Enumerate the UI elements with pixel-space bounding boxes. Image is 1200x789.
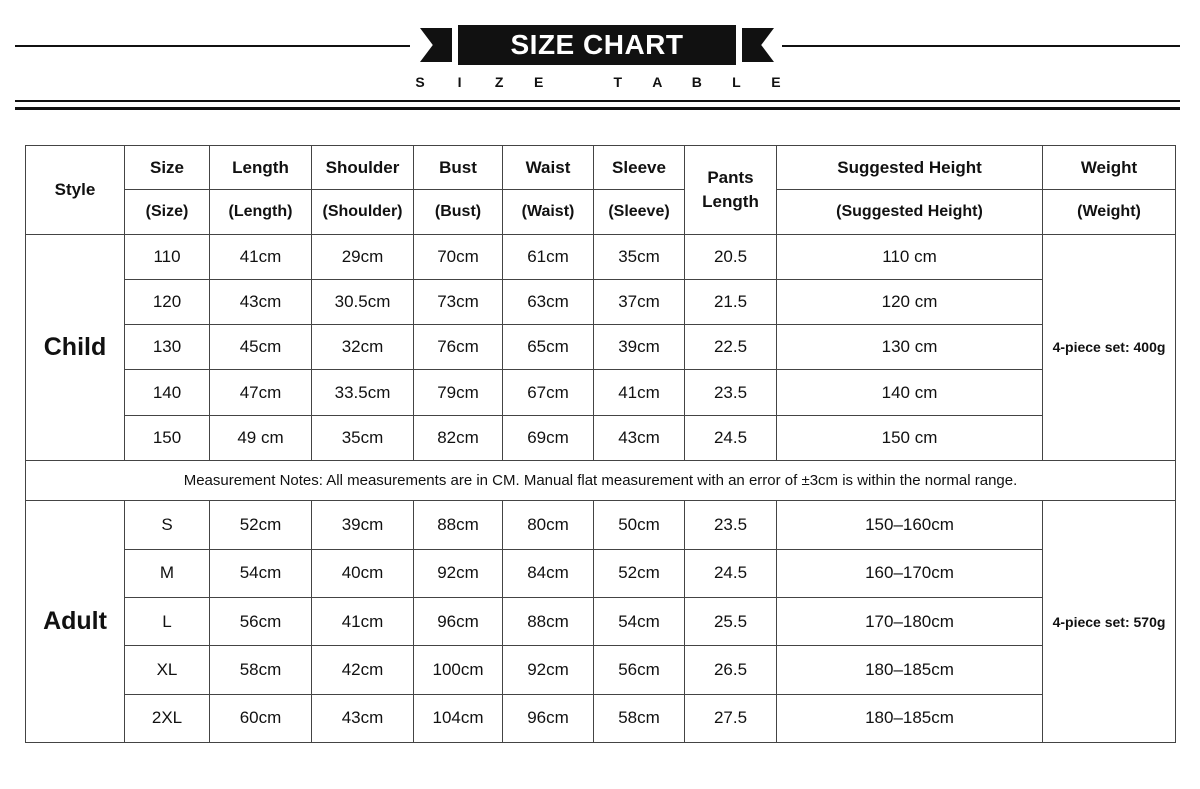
cell-size: 110 xyxy=(125,234,210,279)
cell-shoulder: 43cm xyxy=(312,694,414,742)
cell-suggested-height: 180–185cm xyxy=(777,646,1043,694)
header-divider-bottom xyxy=(15,107,1180,110)
subheader-row xyxy=(26,190,1176,234)
cell-bust: 73cm xyxy=(414,279,503,324)
subtitle-letter: A xyxy=(652,74,663,90)
child-section xyxy=(26,234,1176,461)
cell-pants-length: 20.5 xyxy=(685,234,777,279)
cell-waist: 63cm xyxy=(503,279,594,324)
ribbon-left-tail xyxy=(420,28,452,62)
cell-bust: 76cm xyxy=(414,325,503,370)
cell-size: M xyxy=(125,549,210,597)
cell-sleeve: 56cm xyxy=(594,646,685,694)
col-pants-length xyxy=(685,146,777,235)
cell-suggested-height: 140 cm xyxy=(777,370,1043,415)
cell-size: 2XL xyxy=(125,694,210,742)
cell-bust: 88cm xyxy=(414,501,503,549)
cell-bust: 79cm xyxy=(414,370,503,415)
header-row xyxy=(26,146,1176,190)
col-sleeve: Sleeve xyxy=(594,146,685,190)
cell-pants-length: 24.5 xyxy=(685,415,777,460)
cell-bust: 92cm xyxy=(414,549,503,597)
subtitle-letter: Z xyxy=(494,74,504,90)
cell-length: 49 cm xyxy=(210,415,312,460)
cell-bust: 96cm xyxy=(414,598,503,646)
subtitle-letter: T xyxy=(613,74,623,90)
child-style-label: Child xyxy=(26,234,125,461)
subtitle-letter: E xyxy=(771,74,781,90)
subtitle-letter: E xyxy=(533,74,544,90)
sub-shoulder: (Shoulder) xyxy=(312,190,414,234)
cell-length: 60cm xyxy=(210,694,312,742)
cell-pants-length: 27.5 xyxy=(685,694,777,742)
cell-pants-length: 23.5 xyxy=(685,370,777,415)
cell-waist: 84cm xyxy=(503,549,594,597)
cell-bust: 70cm xyxy=(414,234,503,279)
header-right-line xyxy=(782,45,1180,47)
cell-suggested-height: 180–185cm xyxy=(777,694,1043,742)
cell-bust: 104cm xyxy=(414,694,503,742)
child-row xyxy=(26,279,1176,324)
col-size: Size xyxy=(125,146,210,190)
cell-length: 54cm xyxy=(210,549,312,597)
child-row xyxy=(26,415,1176,460)
cell-length: 56cm xyxy=(210,598,312,646)
cell-length: 58cm xyxy=(210,646,312,694)
adult-row xyxy=(26,598,1176,646)
col-bust: Bust xyxy=(414,146,503,190)
cell-waist: 96cm xyxy=(503,694,594,742)
cell-waist: 92cm xyxy=(503,646,594,694)
page-title: SIZE CHART xyxy=(458,25,736,65)
cell-pants-length: 21.5 xyxy=(685,279,777,324)
cell-sleeve: 58cm xyxy=(594,694,685,742)
ribbon-right-tail xyxy=(742,28,774,62)
col-pants-length-label: Pants Length xyxy=(702,167,759,211)
note-row xyxy=(26,461,1176,501)
measurement-note: Measurement Notes: All measurements are in CM. Manual flat measurement with an error of ±3cm is within the normal range. xyxy=(26,461,1176,501)
cell-pants-length: 24.5 xyxy=(685,549,777,597)
cell-sleeve: 41cm xyxy=(594,370,685,415)
col-length: Length xyxy=(210,146,312,190)
cell-size: XL xyxy=(125,646,210,694)
adult-weight: 4-piece set: 570g xyxy=(1043,501,1176,743)
adult-row xyxy=(26,501,1176,549)
adult-style-label: Adult xyxy=(26,501,125,743)
col-waist: Waist xyxy=(503,146,594,190)
subtitle-letter: L xyxy=(732,74,741,90)
sub-weight: (Weight) xyxy=(1043,190,1176,234)
cell-size: 120 xyxy=(125,279,210,324)
cell-shoulder: 40cm xyxy=(312,549,414,597)
cell-shoulder: 42cm xyxy=(312,646,414,694)
col-weight: Weight xyxy=(1043,146,1176,190)
cell-size: 130 xyxy=(125,325,210,370)
cell-pants-length: 25.5 xyxy=(685,598,777,646)
adult-row xyxy=(26,694,1176,742)
cell-sleeve: 54cm xyxy=(594,598,685,646)
cell-size: L xyxy=(125,598,210,646)
cell-suggested-height: 150–160cm xyxy=(777,501,1043,549)
cell-sleeve: 35cm xyxy=(594,234,685,279)
col-style: Style xyxy=(26,146,125,235)
subtitle-letter xyxy=(571,74,585,90)
cell-length: 41cm xyxy=(210,234,312,279)
cell-pants-length: 26.5 xyxy=(685,646,777,694)
cell-pants-length: 23.5 xyxy=(685,501,777,549)
cell-size: 150 xyxy=(125,415,210,460)
adult-row xyxy=(26,549,1176,597)
cell-shoulder: 29cm xyxy=(312,234,414,279)
header-left-line xyxy=(15,45,410,47)
sub-bust: (Bust) xyxy=(414,190,503,234)
cell-suggested-height: 130 cm xyxy=(777,325,1043,370)
cell-suggested-height: 110 cm xyxy=(777,234,1043,279)
cell-sleeve: 52cm xyxy=(594,549,685,597)
cell-suggested-height: 170–180cm xyxy=(777,598,1043,646)
adult-section xyxy=(26,501,1176,743)
cell-length: 52cm xyxy=(210,501,312,549)
subtitle-letter: B xyxy=(691,74,702,90)
cell-length: 45cm xyxy=(210,325,312,370)
cell-shoulder: 33.5cm xyxy=(312,370,414,415)
cell-waist: 67cm xyxy=(503,370,594,415)
cell-sleeve: 39cm xyxy=(594,325,685,370)
cell-shoulder: 30.5cm xyxy=(312,279,414,324)
col-shoulder: Shoulder xyxy=(312,146,414,190)
subtitle-letter: S xyxy=(415,74,425,90)
sub-suggested-height: (Suggested Height) xyxy=(777,190,1043,234)
subtitle xyxy=(413,74,783,90)
child-row xyxy=(26,370,1176,415)
sub-length: (Length) xyxy=(210,190,312,234)
sub-waist: (Waist) xyxy=(503,190,594,234)
sub-sleeve: (Sleeve) xyxy=(594,190,685,234)
cell-waist: 88cm xyxy=(503,598,594,646)
cell-pants-length: 22.5 xyxy=(685,325,777,370)
cell-sleeve: 50cm xyxy=(594,501,685,549)
col-suggested-height: Suggested Height xyxy=(777,146,1043,190)
cell-size: 140 xyxy=(125,370,210,415)
cell-waist: 65cm xyxy=(503,325,594,370)
cell-shoulder: 35cm xyxy=(312,415,414,460)
cell-length: 43cm xyxy=(210,279,312,324)
cell-size: S xyxy=(125,501,210,549)
cell-suggested-height: 150 cm xyxy=(777,415,1043,460)
cell-shoulder: 32cm xyxy=(312,325,414,370)
size-table xyxy=(25,145,1176,743)
subtitle-letter: I xyxy=(457,74,462,90)
sub-size: (Size) xyxy=(125,190,210,234)
cell-suggested-height: 160–170cm xyxy=(777,549,1043,597)
cell-waist: 69cm xyxy=(503,415,594,460)
child-row xyxy=(26,325,1176,370)
header-divider-top xyxy=(15,100,1180,102)
child-row xyxy=(26,234,1176,279)
child-weight: 4-piece set: 400g xyxy=(1043,234,1176,461)
cell-shoulder: 41cm xyxy=(312,598,414,646)
cell-waist: 80cm xyxy=(503,501,594,549)
cell-shoulder: 39cm xyxy=(312,501,414,549)
cell-bust: 100cm xyxy=(414,646,503,694)
cell-bust: 82cm xyxy=(414,415,503,460)
cell-sleeve: 43cm xyxy=(594,415,685,460)
cell-waist: 61cm xyxy=(503,234,594,279)
adult-row xyxy=(26,646,1176,694)
cell-sleeve: 37cm xyxy=(594,279,685,324)
cell-length: 47cm xyxy=(210,370,312,415)
cell-suggested-height: 120 cm xyxy=(777,279,1043,324)
